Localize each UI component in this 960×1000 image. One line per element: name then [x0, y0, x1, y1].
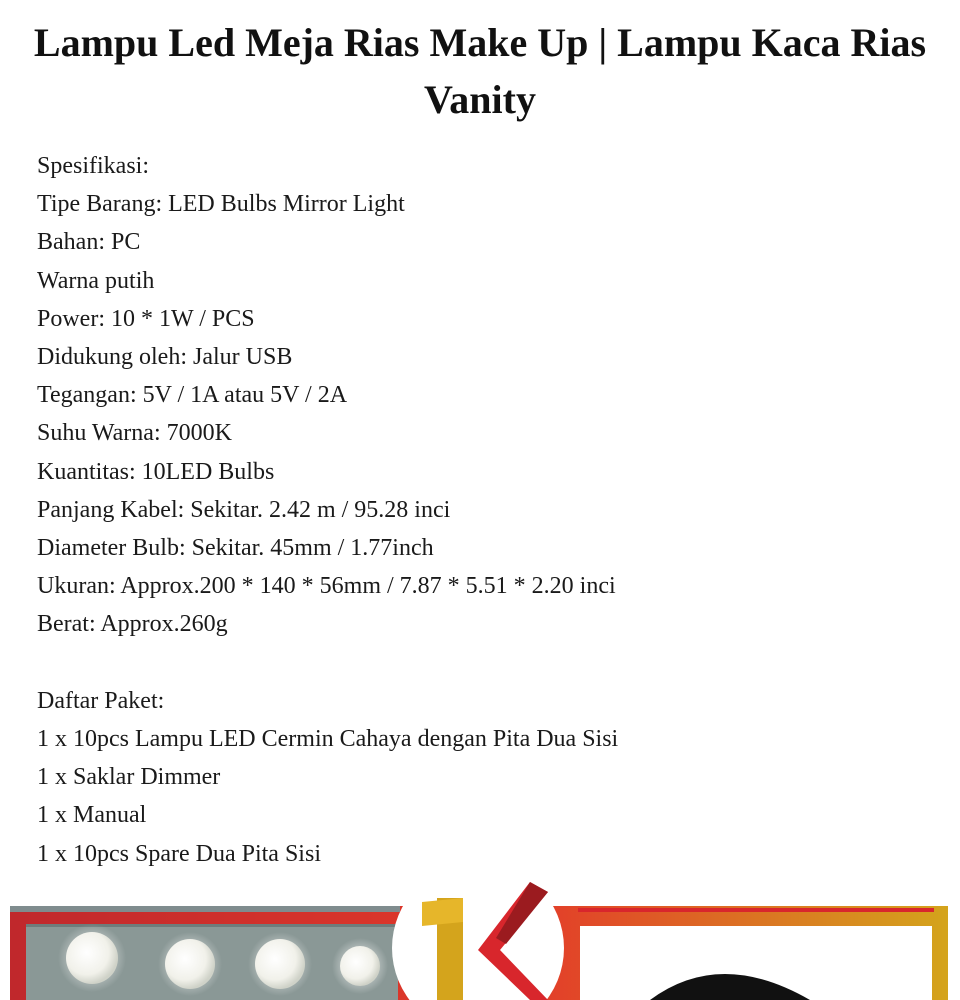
spec-item: Tegangan: 5V / 1A atau 5V / 2A: [37, 382, 348, 409]
spec-item: Didukung oleh: Jalur USB: [37, 344, 293, 371]
bulb-icon: [158, 932, 222, 996]
spec-item: Berat: Approx.260g: [37, 611, 228, 638]
bulb-icon: [332, 938, 388, 994]
spec-item: Kuantitas: 10LED Bulbs: [37, 458, 275, 485]
spec-item: Diameter Bulb: Sekitar. 45mm / 1.77inch: [37, 535, 434, 562]
package-heading: Daftar Paket:: [37, 687, 165, 714]
bulb-icon: [58, 924, 126, 992]
spec-item: Power: 10 * 1W / PCS: [37, 305, 255, 332]
spec-item: Panjang Kabel: Sekitar. 2.42 m / 95.28 inci: [37, 496, 451, 523]
spec-item: Bahan: PC: [37, 229, 141, 256]
package-item: 1 x 10pcs Lampu LED Cermin Cahaya dengan Pita Dua Sisi: [37, 726, 619, 753]
product-description: [37, 147, 937, 873]
spec-item: Tipe Barang: LED Bulbs Mirror Light: [37, 191, 405, 218]
product-title: Lampu Led Meja Rias Make Up | Lampu Kaca Rias Vanity: [33, 20, 927, 122]
spec-item: Warna putih: [37, 267, 155, 294]
package-item: 1 x Saklar Dimmer: [37, 764, 221, 791]
spec-item: Ukuran: Approx.200 * 140 * 56mm / 7.87 * 5.51 * 2.20 inci: [37, 573, 616, 600]
spec-heading: Spesifikasi:: [37, 153, 149, 179]
logo-badge: [392, 878, 564, 1000]
product-image: [0, 878, 960, 1000]
section-spacer: [37, 644, 937, 682]
package-item: 1 x 10pcs Spare Dua Pita Sisi: [37, 840, 321, 867]
package-item: 1 x Manual: [37, 802, 147, 829]
spec-item: Suhu Warna: 7000K: [37, 420, 232, 447]
bulb-icon: [248, 932, 312, 996]
product-image-banner: [0, 878, 960, 1000]
